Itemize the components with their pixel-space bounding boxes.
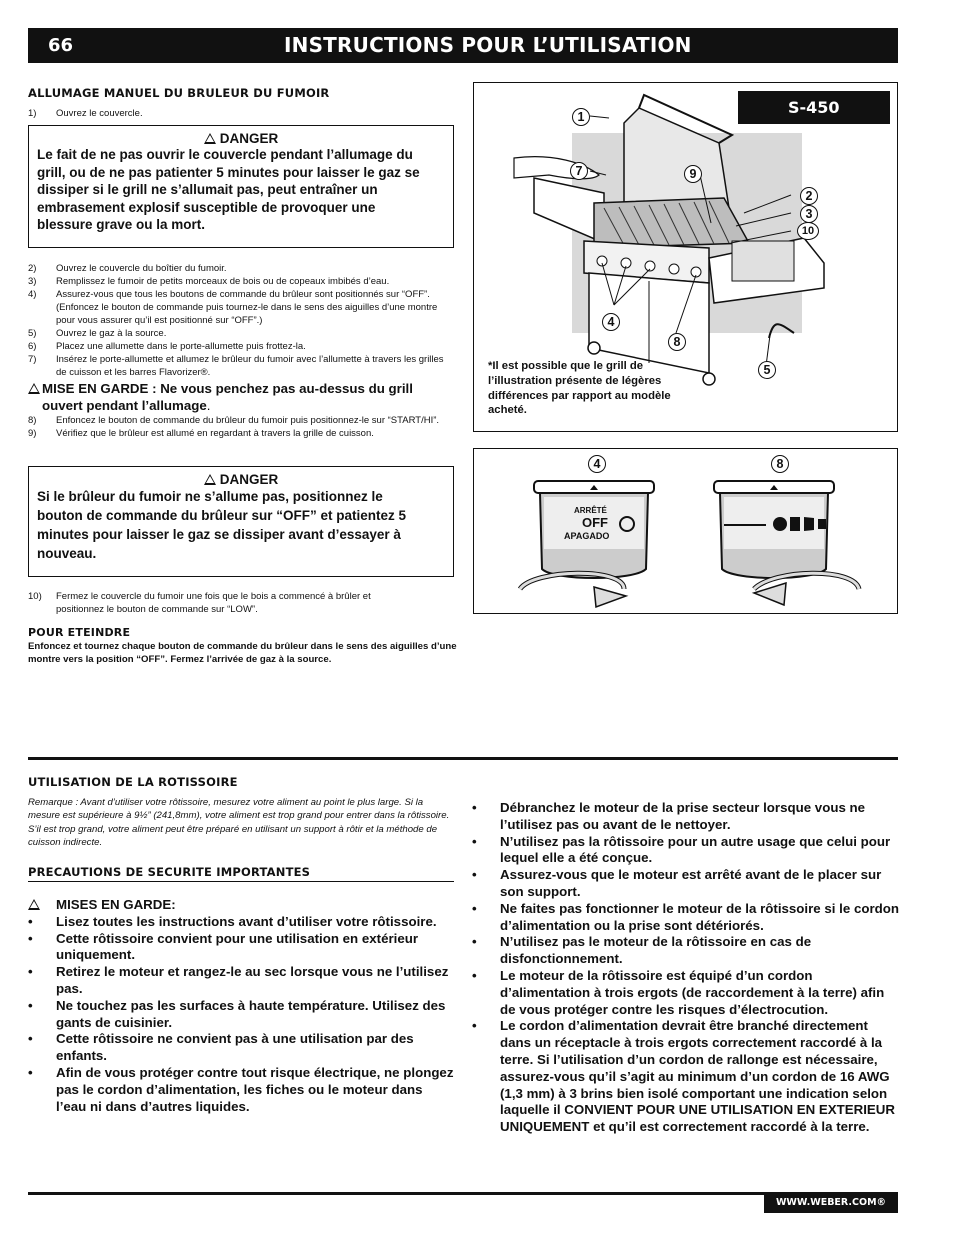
danger-title: DANGER [37, 131, 445, 146]
warnings-title: MISES EN GARDE: [28, 897, 454, 914]
list-item: • Le moteur de la rôtissoire est équipé d’un cordon d’alimentation à trois ergots (de raccordement à la terre) afin de vous protéger contre les risques d’électrocution. [472, 967, 885, 1017]
page-title: INSTRUCTIONS POUR L’UTILISATION [284, 33, 692, 57]
callout: 1 [572, 108, 590, 126]
danger-text: Le fait de ne pas ouvrir le couvercle pendant l’allumage du grill, ou de ne pas patienter 5 minutes pour laisser le gaz se dissiper si le grill ne s’allumait pas, peut entraîner un embrasement explosif susceptible de provoquer une blessure grave ou la mort. [37, 147, 420, 232]
knob-label-off: OFF [582, 515, 608, 530]
rotisserie-heading: UTILISATION DE LA ROTISSOIRE [28, 775, 238, 789]
knobs-figure [473, 448, 898, 614]
step-item: 8) Enfoncez le bouton de commande du brûleur du fumoir puis positionnez-le sur “START/HI”. [28, 415, 440, 426]
warning-icon [28, 383, 40, 394]
callout: 9 [684, 165, 702, 183]
callout: 7 [570, 162, 588, 180]
callout: 5 [758, 361, 776, 379]
step-item: 5) Ouvrez le gaz à la source. [28, 328, 167, 339]
warning-icon [28, 899, 40, 910]
steps-list-a [28, 262, 454, 379]
callout: 4 [602, 313, 620, 331]
list-item: • Assurez-vous que le moteur est arrêté avant de le placer sur son support. [472, 867, 882, 899]
callout: 8 [668, 333, 686, 351]
knobs-illustration [474, 449, 898, 614]
danger-title: DANGER [37, 472, 445, 487]
warning-icon [204, 133, 216, 144]
off-heading: POUR ETEINDRE [28, 626, 131, 639]
rotisserie-remark: Remarque : Avant d’utiliser votre rôtissoire, mesurez votre aliment au point le plus large. Si la mesure est supérieure à 9½” (241,8mm), votre aliment est trop grand pour entrer dans la rôtissoire. S’il est trop grand, votre aliment peut être préparé en utilisant un support à rôtir et la méthode de cuisson indirecte. [28, 797, 450, 848]
warning-icon [204, 474, 216, 485]
smoker-heading: ALLUMAGE MANUEL DU BRULEUR DU FUMOIR [28, 86, 330, 100]
step-item: 3) Remplissez le fumoir de petits morceaux de bois ou de copeaux imbibés d’eau. [28, 276, 390, 287]
list-item: • Lisez toutes les instructions avant d’utiliser votre rôtissoire. [28, 913, 437, 929]
step-item: 4) Assurez-vous que tous les boutons de commande du brûleur sont positionnés sur “OFF”. (Enfoncez le bouton de commande puis tournez-le dans le sens des aiguilles d’une montre pour vous assurer qu’il est positionné sur “OFF”.) [28, 289, 438, 326]
list-item: • N’utilisez pas la rôtissoire pour un autre usage que celui pour lequel elle a été conçue. [472, 833, 891, 866]
page-number: 66 [48, 35, 74, 56]
list-item: • Afin de vous protéger contre tout risque électrique, ne plongez pas le cordon d’alimentation, les fiches ou le moteur dans l’eau ni dans d’autres liquides. [28, 1064, 454, 1114]
off-text: Enfoncez et tournez chaque bouton de commande du brûleur dans le sens des aiguilles d’une montre vers la position “OFF”. Fermez l’arrivée de gaz à la source. [28, 641, 457, 665]
warning-note: MISE EN GARDE : Ne vous penchez pas au-dessus du grill ouvert pendant l’allumage. [28, 381, 454, 414]
callout: 2 [800, 187, 818, 205]
list-item: • Le cordon d’alimentation devrait être branché directement dans un réceptacle à trois ergots correctement raccordé à la terre. Si l’utilisation d’un cordon de rallonge est nécessaire, assurez-vous qu’il s’agit au minimum d’un cordon de 16 AWG (1,3 mm) à 3 brins bien isolé comportant une indication selon laquelle il CONVIENT POUR UNE UTILISATION EN EXTERIEUR UNIQUEMENT et qu’il est correctement raccordé à la terre. [472, 1018, 896, 1135]
list-item: • Cette rôtissoire convient pour une utilisation en extérieur uniquement. [28, 930, 419, 963]
grill-figure [473, 82, 898, 432]
section-divider [28, 757, 898, 760]
list-item: • Cette rôtissoire ne convient pas à une utilisation par des enfants. [28, 1031, 414, 1064]
list-item: • Ne touchez pas les surfaces à haute température. Utilisez des gants de cuisinier. [28, 997, 446, 1030]
footer-url[interactable]: WWW.WEBER.COM® [764, 1193, 898, 1213]
danger-box-2 [28, 466, 454, 577]
step-item: 2) Ouvrez le couvercle du boîtier du fumoir. [28, 263, 227, 274]
steps-list-b [28, 414, 454, 440]
callout: 10 [797, 222, 819, 240]
figure-note: *Il est possible que le grill de l’illustration présente de légères différences par rapport au modèle acheté. [488, 360, 671, 417]
model-badge: S-450 [738, 91, 890, 124]
callout: 8 [771, 455, 789, 473]
danger-box-1 [28, 125, 454, 248]
step-10: 10) Fermez le couvercle du fumoir une fois que le bois a commencé à brûler et positionnez le bouton de commande sur “LOW”. [28, 591, 371, 615]
precautions-heading: PRECAUTIONS DE SECURITE IMPORTANTES [28, 865, 311, 879]
right-warnings [472, 800, 900, 1136]
knob-label-fr: ARRÊTÉ [574, 506, 607, 515]
callout: 3 [800, 205, 818, 223]
step-1: 1) Ouvrez le couvercle. [28, 108, 143, 119]
heading-underline [28, 881, 454, 882]
step-item: 9) Vérifiez que le brûleur est allumé en regardant à travers la grille de cuisson. [28, 428, 374, 439]
left-warnings [28, 897, 454, 1115]
page-header [28, 28, 898, 63]
step-item: 6) Placez une allumette dans le porte-allumette puis frottez-la. [28, 341, 306, 352]
danger-text: Si le brûleur du fumoir ne s’allume pas, positionnez le bouton de commande du brûleur sur “OFF” et patientez 5 minutes pour laisser le gaz se dissiper avant d’essayer à nouveau. [37, 489, 407, 561]
step-item: 7) Insérez le porte-allumette et allumez le brûleur du fumoir avec l’allumette à travers les grilles de cuisson et les barres Flavorizer®. [28, 354, 444, 378]
list-item: • Débranchez le moteur de la prise secteur lorsque vous ne l’utilisez pas ou avant de le nettoyer. [472, 800, 866, 832]
list-item: • N’utilisez pas le moteur de la rôtissoire en cas de disfonctionnement. [472, 934, 812, 967]
list-item: • Retirez le moteur et rangez-le au sec lorsque vous ne l’utilisez pas. [28, 964, 449, 996]
list-item: • Ne faites pas fonctionner le moteur de la rôtissoire si le cordon d’alimentation ou la prise sont détériorés. [472, 900, 900, 933]
knob-label-es: APAGADO [564, 531, 610, 541]
callout: 4 [588, 455, 606, 473]
